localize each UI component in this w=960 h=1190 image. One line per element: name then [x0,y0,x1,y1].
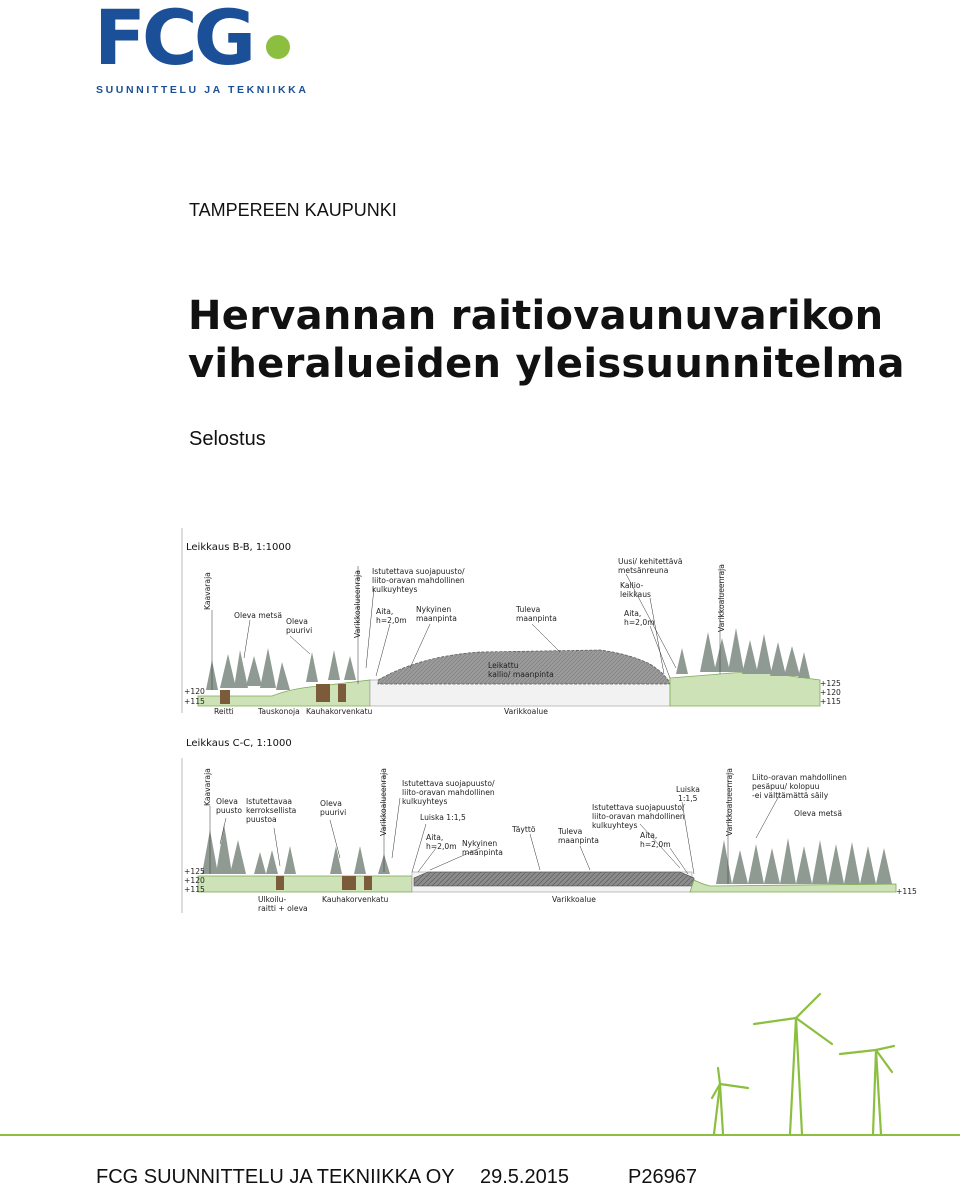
client-name: TAMPEREEN KAUPUNKI [189,200,397,220]
cc-aita-r-label-1: Aita, [640,831,658,840]
bb-leikattu-label-1: Leikattu [488,661,519,670]
bb-ground-right [670,672,820,706]
bb-trees-left [206,648,356,690]
cc-aita-label-2: h=2,0m [426,842,457,851]
cc-nykyinen-label-1: Nykyinen [462,839,498,848]
footer-divider [0,1134,960,1136]
bb-istutettava-label-2: liito-oravan mahdollinen [372,576,465,585]
cc-ulkoilu-label-1: Ulkoilu- [258,895,287,904]
cc-luiska-r-label-2: 1:1,5 [678,794,698,803]
cc-istutettavaa-label-3: puustoa [246,815,277,824]
logo-tagline: SUUNNITTELU JA TEKNIIKKA [96,84,309,96]
bb-uusi-label-1: Uusi/ kehitettävä [618,557,683,566]
wind-turbine-icons [712,994,894,1134]
bb-varikkoalueenraja-label-1: Varikkoalueenraja [353,570,362,638]
cc-istutettavaa-label-1: Istutettavaa [246,797,293,806]
cc-istutettava-label-3: kulkuyhteys [402,797,448,806]
bb-elev-right-115: +115 [820,697,841,706]
cc-varikkoalueenraja-label-1: Varikkoalueenraja [379,768,388,836]
cc-luiska-r-label-1: Luiska [676,785,700,794]
title-line-1: Hervannan raitiovaunuvarikon [188,293,884,339]
bb-leikattu-label-2: kallio/ maanpinta [488,670,554,679]
title-line-2: viheralueiden yleissuunnitelma [188,341,905,387]
section-bb [182,528,841,716]
bb-elev-right-125: +125 [820,679,841,688]
bb-reitti-structure [220,690,230,704]
cc-aita-r-label-2: h=2,0m [640,840,671,849]
fcg-logo-mark [94,0,304,70]
cc-istutettavaa-label-2: kerroksellista [246,806,297,815]
footer-project-number: P26967 [628,1166,697,1188]
cc-street-structure-2 [364,876,372,890]
cc-istutettava-r-label-3: kulkuyhteys [592,821,638,830]
footer-date: 29.5.2015 [480,1166,569,1188]
cc-liito-label-3: -ei välttämättä säily [752,791,829,800]
cc-elev-left-120: +120 [184,876,205,885]
bb-aita-label-1: Aita, [376,607,394,616]
bb-aita-r-label-2: h=2,0m [624,618,655,627]
cc-luiska-label: Luiska 1:1,5 [420,813,466,822]
cc-nykyinen-label-2: maanpinta [462,848,503,857]
bb-aita-r-label-1: Aita, [624,609,642,618]
bb-nykyinen-label-2: maanpinta [416,614,457,623]
cc-istutettava-label-2: liito-oravan mahdollinen [402,788,495,797]
bb-varikkoalueenraja-label-2: Varikkoalueenraja [717,564,726,632]
bb-street-structure-1 [316,684,330,702]
cc-street-structure-1 [342,876,356,890]
bb-reitti-label: Reitti [214,707,234,716]
bb-tauskonoja-label: Tauskonoja [258,707,300,716]
section-cc-title: Leikkaus C-C, 1:1000 [186,738,292,749]
bb-street-structure-2 [338,684,346,702]
bb-oleva-puurivi-label-2: puurivi [286,626,313,635]
cc-varikkoalue-label: Varikkoalue [552,895,596,904]
footer-company: FCG SUUNNITTELU JA TEKNIIKKA OY [96,1166,455,1188]
fcg-logo [94,0,309,100]
cc-oleva-puusto-label-1: Oleva [216,797,238,806]
cc-aita-label-1: Aita, [426,833,444,842]
bb-elev-right-120: +120 [820,688,841,697]
cc-tuleva-label-2: maanpinta [558,836,599,845]
bb-oleva-puurivi-label-1: Oleva [286,617,308,626]
cc-elev-left-125: +125 [184,867,205,876]
bb-tuleva-label-1: Tuleva [516,605,541,614]
bb-trees-right [676,628,810,678]
cc-elev-left-115: +115 [184,885,205,894]
cc-trees-left [202,824,390,874]
cc-taytto-label: Täyttö [512,825,536,834]
cc-path-structure [276,876,284,890]
logo-dot-icon [266,35,290,59]
document-title [188,292,905,388]
cc-liito-label-2: pesäpuu/ kolopuu [752,782,820,791]
wind-turbines-illustration [690,980,930,1140]
bb-kallio-label-1: Kallio- [620,581,644,590]
bb-tuleva-label-2: maanpinta [516,614,557,623]
cc-liito-label-1: Liito-oravan mahdollinen [752,773,847,782]
cc-fill-layer [414,872,694,886]
cc-tuleva-label-1: Tuleva [558,827,583,836]
cc-istutettava-label-1: Istutettava suojapuusto/ [402,779,495,788]
logo-wordmark: FCG [94,0,253,70]
bb-elev-left-115: +115 [184,697,205,706]
cc-oleva-puusto-label-2: puusto [216,806,243,815]
bb-elev-left-120: +120 [184,687,205,696]
bb-istutettava-label-1: Istutettava suojapuusto/ [372,567,465,576]
cc-ulkoilu-label-2: raitti + oleva [258,904,308,913]
cc-istutettava-r-label-2: liito-oravan mahdollinen [592,812,685,821]
bb-nykyinen-label-1: Nykyinen [416,605,452,614]
section-bb-title: Leikkaus B-B, 1:1000 [186,542,292,553]
cross-section-figure [180,528,940,928]
bb-varikkoalue-label: Varikkoalue [504,707,548,716]
section-cc [182,738,917,913]
cc-oleva-puurivi-label-1: Oleva [320,799,342,808]
bb-kauhakorvenkatu-label: Kauhakorvenkatu [306,707,373,716]
cc-trees-right [716,838,892,884]
bb-uusi-label-2: metsänreuna [618,566,669,575]
bb-oleva-metsa-label: Oleva metsä [234,611,282,620]
cc-oleva-metsa-label: Oleva metsä [794,809,842,818]
cc-kauhakorvenkatu-label: Kauhakorvenkatu [322,895,389,904]
bb-istutettava-label-3: kulkuyhteys [372,585,418,594]
cc-istutettava-r-label-1: Istutettava suojapuusto/ [592,803,685,812]
cc-kaavaraja-label: Kaavaraja [203,768,212,806]
bb-kallio-label-2: leikkaus [620,590,651,599]
cc-oleva-puurivi-label-2: puurivi [320,808,347,817]
bb-kaavaraja-label: Kaavaraja [203,572,212,610]
cc-varikkoalueenraja-label-2: Varikkoalueenraja [725,768,734,836]
bb-aita-label-2: h=2,0m [376,616,407,625]
cc-ground-left [198,876,412,892]
document-subtitle: Selostus [189,428,266,450]
cc-elev-right-115: +115 [896,887,917,896]
